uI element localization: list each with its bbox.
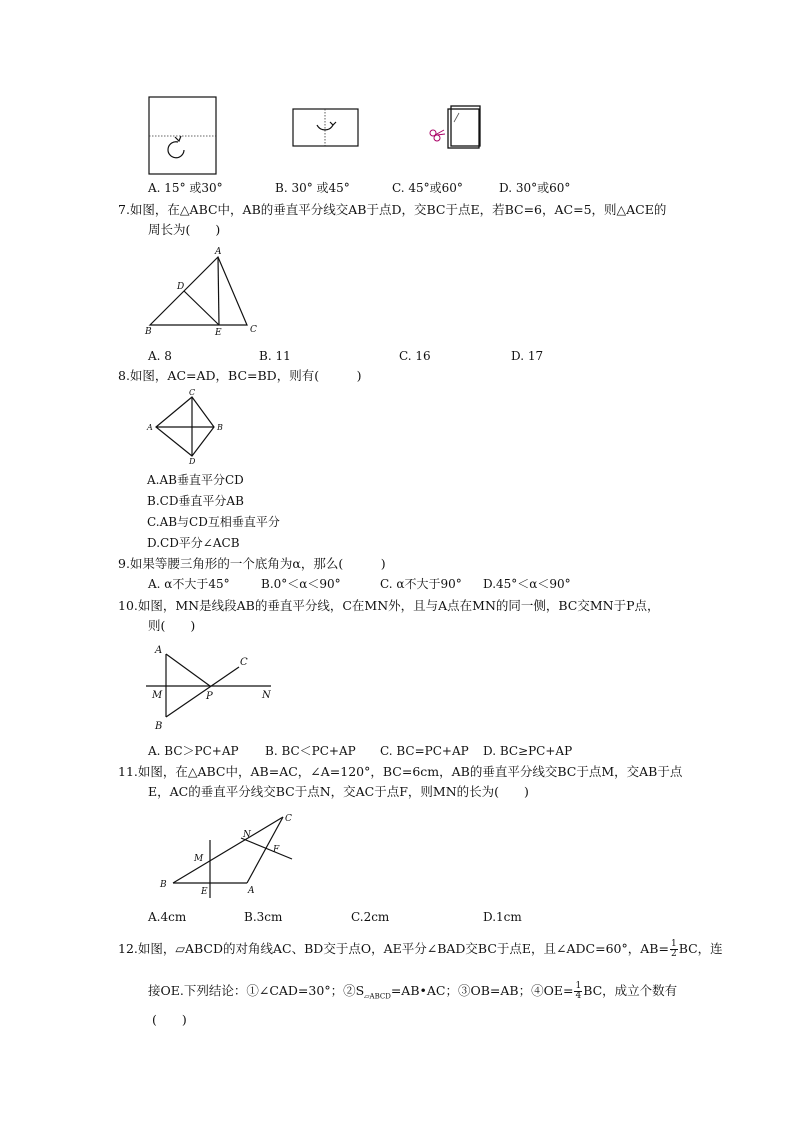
q7-label-c: C: [250, 325, 257, 335]
q7-label-d: D: [177, 282, 185, 292]
q10-option-b: B. BC＜PC+AP: [265, 744, 356, 758]
q11-triangle-figure: [156, 806, 302, 901]
q10-option-d: D. BC≥PC+AP: [483, 744, 573, 758]
q10-perpendicular-bisector-figure: [146, 640, 278, 737]
q9-option-d: D.45°＜α＜90°: [483, 577, 571, 591]
q6-option-d: D. 30°或60°: [499, 181, 571, 195]
q8-label-d: D: [189, 457, 196, 464]
q8-kite-figure: [143, 388, 233, 467]
q11-label-c: C: [285, 814, 292, 824]
q8-stem: 8.如图，AC=AD，BC=BD，则有( ): [118, 368, 362, 383]
q11-label-b: B: [160, 880, 167, 890]
q7-stem-line2: 周长为( ): [148, 222, 221, 237]
q12-stem-line1-tail: BC，连: [678, 941, 723, 956]
q7-option-a: A. 8: [148, 349, 172, 363]
q11-option-b: B.3cm: [244, 910, 283, 924]
q11-label-m: M: [194, 854, 204, 864]
q10-label-p: P: [206, 691, 213, 702]
q7-label-e: E: [215, 328, 222, 336]
q9-option-c: C. α不大于90°: [380, 577, 462, 591]
q11-stem-line2: E，AC的垂直平分线交BC于点N，交AC于点F，则MN的长为( ): [148, 784, 529, 799]
q10-label-n: N: [262, 690, 271, 701]
q12-answer-blank: ( ): [152, 1012, 187, 1027]
q12-stem-line2-tail: BC，成立个数有: [583, 983, 678, 998]
q8-label-c: C: [189, 388, 196, 397]
q7-option-c: C. 16: [399, 349, 431, 363]
q12-stem-line1-text: 12.如图，▱ABCD的对角线AC、BD交于点O，AE平分∠BAD交BC于点E，且∠ADC=60°，AB=: [118, 941, 669, 956]
q11-option-a: A.4cm: [148, 910, 187, 924]
q6-figure-square-fold: [148, 96, 218, 179]
q7-label-b: B: [145, 327, 152, 336]
q10-label-m: M: [152, 690, 163, 701]
q10-stem-line2: 则( ): [148, 618, 196, 633]
q10-stem-line1: 10.如图，MN是线段AB的垂直平分线，C在MN外，且与A点在MN的同一侧，BC交MN于P点，: [118, 598, 660, 613]
q6-option-a: A. 15° 或30°: [148, 181, 223, 195]
q9-stem: 9.如果等腰三角形的一个底角为α，那么( ): [118, 556, 386, 571]
q8-label-a: A: [147, 423, 153, 432]
q10-label-a: A: [155, 645, 163, 656]
q11-label-a: A: [248, 886, 255, 896]
q8-option-b: B.CD垂直平分AB: [147, 494, 244, 508]
q11-label-n: N: [243, 830, 251, 840]
q12-subscript-parallelogram: ▱ABCD: [364, 992, 391, 1001]
q9-option-b: B.0°＜α＜90°: [261, 577, 341, 591]
q7-label-a: A: [215, 247, 222, 257]
q10-label-c: C: [240, 657, 248, 668]
q6-option-b: B. 30° 或45°: [275, 181, 350, 195]
q10-label-b: B: [155, 721, 163, 732]
q9-option-a: A. α不大于45°: [148, 577, 230, 591]
q6-figure-rectangle-fold: [292, 108, 360, 151]
q12-stem-line2-text: 接OE.下列结论：①∠CAD=30°；②S: [148, 983, 365, 998]
q7-option-d: D. 17: [511, 349, 544, 363]
q12-stem-line2: [148, 982, 677, 1006]
q10-option-c: C. BC=PC+AP: [380, 744, 469, 758]
q7-option-b: B. 11: [259, 349, 291, 363]
q12-stem-line2-mid: =AB•AC；③OB=AB；④OE=: [390, 983, 574, 998]
q7-stem-line1: 7.如图，在△ABC中，AB的垂直平分线交AB于点D，交BC于点E，若BC=6，AC=5，则△ACE的: [118, 202, 667, 217]
q12-stem-line1: [118, 940, 723, 959]
q8-option-d: D.CD平分∠ACB: [147, 536, 240, 550]
q11-stem-line1: 11.如图，在△ABC中，AB=AC，∠A=120°，BC=6cm，AB的垂直平分线交BC于点M，交AB于点: [118, 764, 683, 779]
q12-fraction-one-half: $\frac{1}{2}$: [670, 939, 677, 959]
q6-figure-scissors-cut: [424, 104, 484, 153]
q11-option-d: D.1cm: [483, 910, 522, 924]
q11-option-c: C.2cm: [351, 910, 390, 924]
q11-label-f: F: [273, 845, 280, 855]
q8-option-c: C.AB与CD互相垂直平分: [147, 515, 280, 529]
q11-label-e: E: [201, 887, 208, 897]
q7-triangle-figure: [140, 244, 270, 339]
q6-option-c: C. 45°或60°: [392, 181, 463, 195]
q10-option-a: A. BC＞PC+AP: [148, 744, 239, 758]
q12-fraction-one-quarter: $\frac{1}{4}$: [575, 981, 582, 1001]
q8-label-b: B: [217, 423, 223, 432]
q8-option-a: A.AB垂直平分CD: [147, 473, 244, 487]
